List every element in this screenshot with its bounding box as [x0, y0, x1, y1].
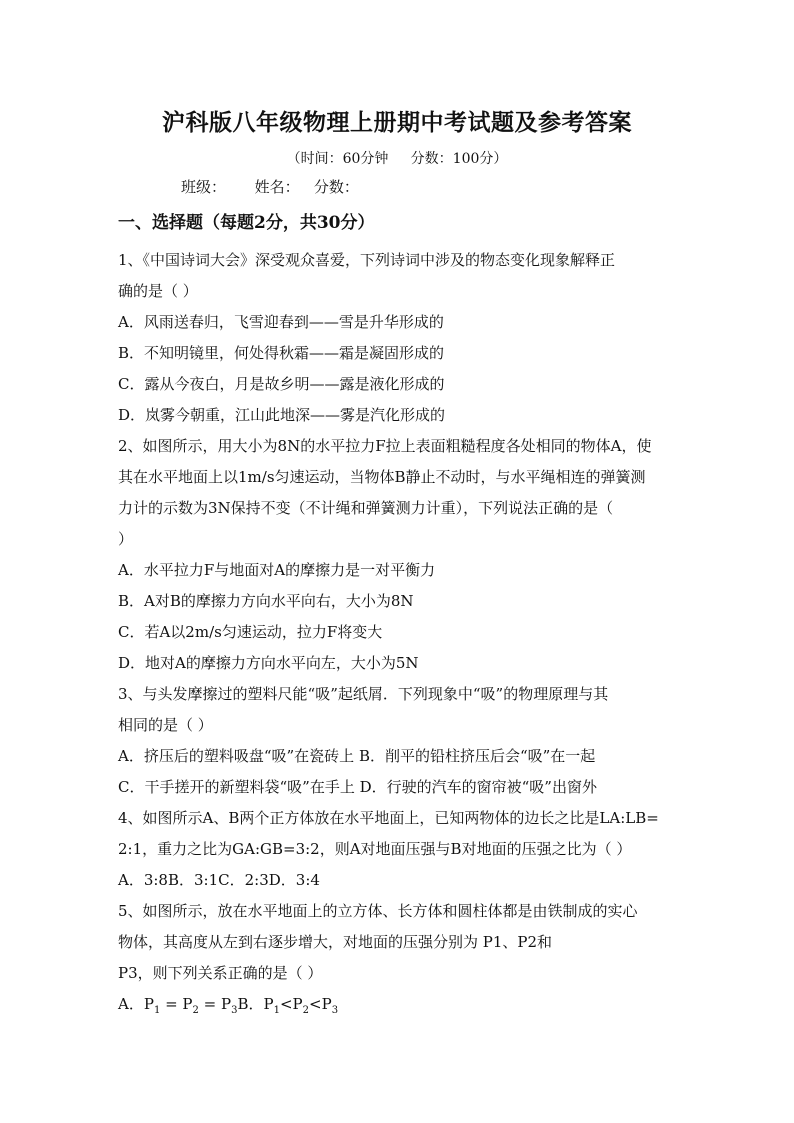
- formula-part: <P: [309, 995, 332, 1013]
- text-line: C．露从今夜白，月是故乡明——露是液化形成的: [118, 375, 445, 393]
- text-line: 4、如图所示A、B两个正方体放在水平地面上，已知两物体的边长之比是LA:LB=: [118, 809, 659, 827]
- text-line: 确的是（ ）: [118, 282, 198, 300]
- text-line: P3，则下列关系正确的是（ ）: [118, 964, 323, 982]
- student-info-fields: 班级： 姓名： 分数：: [181, 178, 359, 196]
- text-line: 力计的示数为3N保持不变（不计绳和弹簧测力计重），下列说法正确的是（: [118, 499, 614, 517]
- text-line: 其在水平地面上以1m/s匀速运动，当物体B静止不动时，与水平绳相连的弹簧测: [118, 468, 646, 486]
- formula-part: = P: [160, 995, 193, 1013]
- text-line: A．水平拉力F与地面对A的摩擦力是一对平衡力: [118, 561, 436, 579]
- page-title: 沪科版八年级物理上册期中考试题及参考答案: [162, 109, 632, 136]
- formula-part: A．P: [118, 995, 154, 1013]
- text-line: D．岚雾今朝重，江山此地深——雾是汽化形成的: [118, 406, 446, 424]
- exam-info: （时间：60分钟 分数：100分）: [286, 151, 508, 167]
- text-line: 3、与头发摩擦过的塑料尺能“吸”起纸屑．下列现象中“吸”的物理原理与其: [118, 685, 609, 703]
- text-line: D．地对A的摩擦力方向水平向左，大小为5N: [118, 654, 419, 672]
- text-line: A．挤压后的塑料吸盘“吸”在瓷砖上 B．削平的铅柱挤压后会“吸”在一起: [118, 747, 596, 765]
- text-line: A．风雨送春归，飞雪迎春到——雪是升华形成的: [118, 313, 444, 331]
- subscript: 3: [231, 1005, 238, 1016]
- formula-part: <P: [279, 995, 303, 1013]
- subscript: 3: [331, 1005, 339, 1016]
- subscript: 2: [302, 1005, 310, 1016]
- subscript: 2: [192, 1005, 199, 1016]
- text-line: 5、如图所示，放在水平地面上的立方体、长方体和圆柱体都是由铁制成的实心: [118, 902, 638, 920]
- text-line: A．3:8B．3:1C．2:3D．3:4: [118, 871, 320, 889]
- text-line: ）: [118, 530, 134, 548]
- formula-part: B．P: [237, 995, 274, 1013]
- section-heading: 一、选择题（每题2分，共30分）: [118, 213, 375, 233]
- subscript: 1: [153, 1005, 161, 1016]
- text-line: C．干手搓开的新塑料袋“吸”在手上 D．行驶的汽车的窗帘被“吸”出窗外: [118, 778, 597, 796]
- text-line: 1、《中国诗词大会》深受观众喜爱，下列诗词中涉及的物态变化现象解释正: [118, 251, 616, 269]
- text-line: B．A对B的摩擦力方向水平向右，大小为8N: [118, 592, 414, 610]
- formula-part: = P: [198, 995, 232, 1013]
- text-line: C．若A以2m/s匀速运动，拉力F将变大: [118, 623, 383, 641]
- text-line: B．不知明镜里，何处得秋霜——霜是凝固形成的: [118, 344, 445, 362]
- question-content: [118, 245, 678, 1020]
- subscript: 1: [273, 1005, 280, 1016]
- text-line: 物体，其高度从左到右逐步增大，对地面的压强分别为 P1、P2和: [118, 933, 553, 951]
- text-line: 2:1，重力之比为GA:GB=3:2，则A对地面压强与B对地面的压强之比为（ ）: [118, 840, 632, 858]
- text-line: 相同的是（ ）: [118, 716, 213, 734]
- text-line-formula: [118, 989, 678, 1020]
- text-line: 2、如图所示，用大小为8N的水平拉力F拉上表面粗糙程度各处相同的物体A，使: [118, 437, 652, 455]
